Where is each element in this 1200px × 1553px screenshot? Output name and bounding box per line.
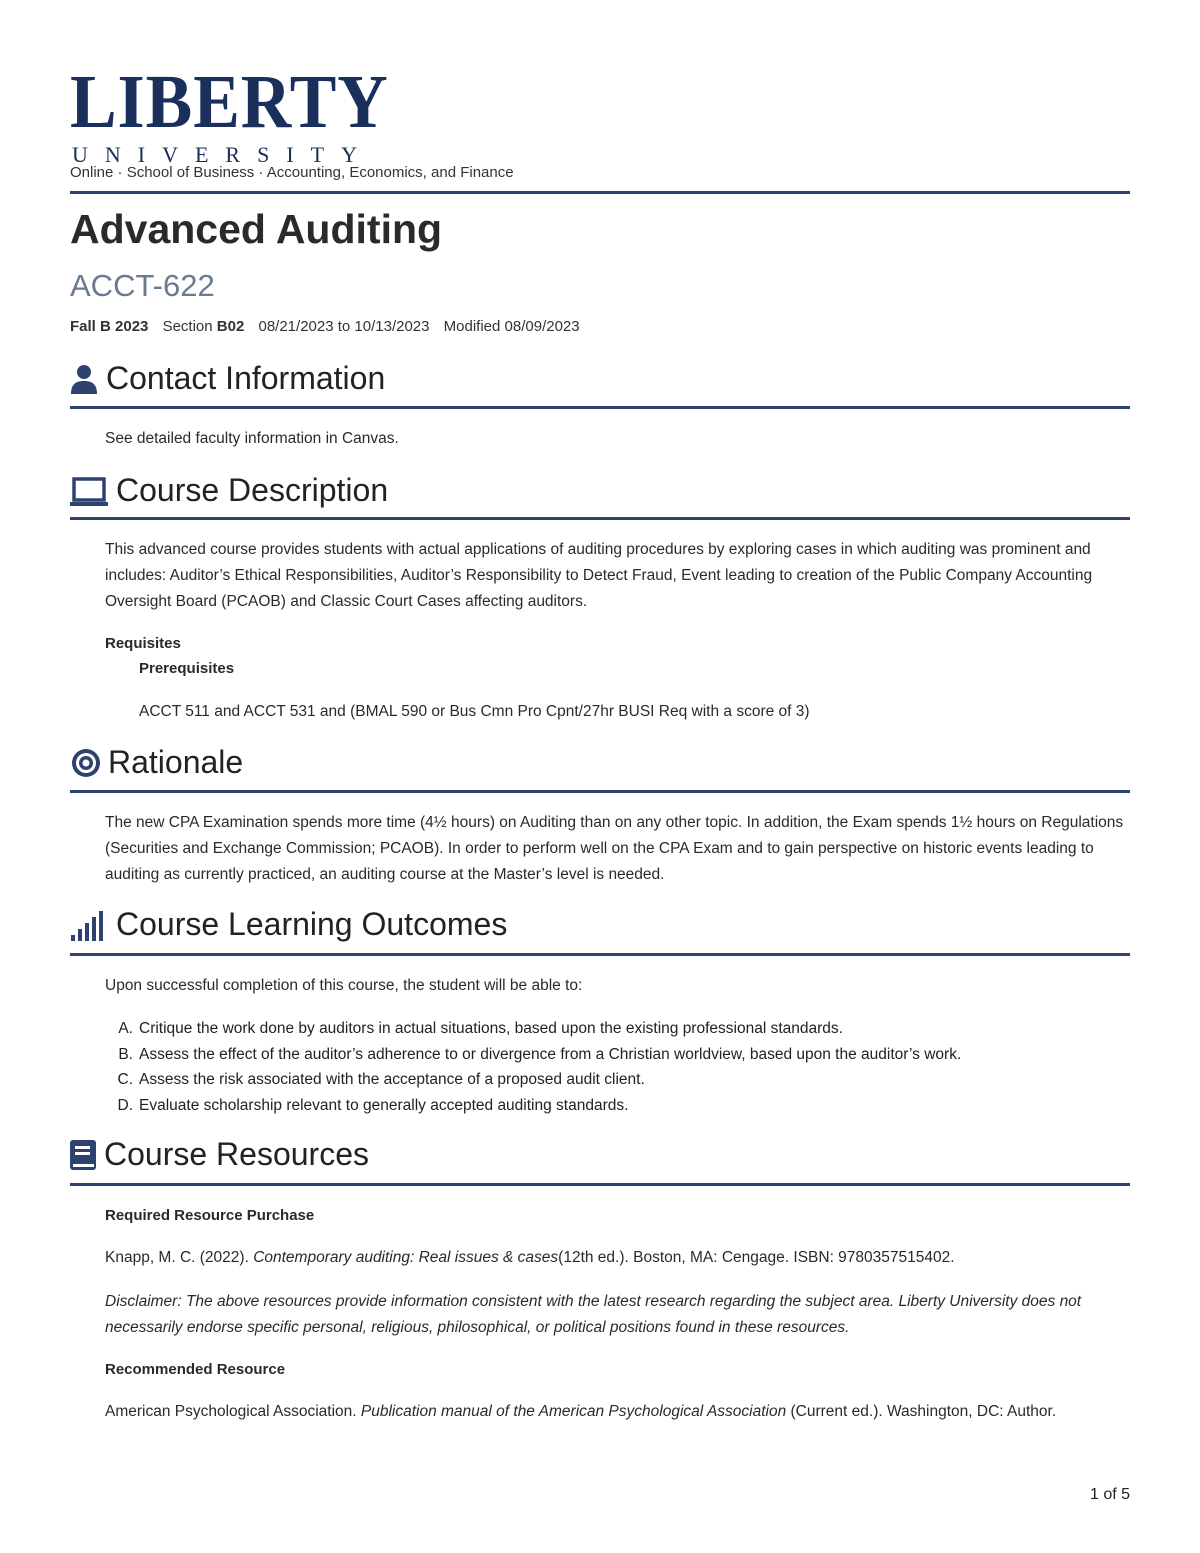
required-resource-label: Required Resource Purchase [105, 1207, 315, 1224]
resources-section-heading [70, 1136, 369, 1173]
section-value: B02 [216, 318, 245, 335]
list-item [105, 1042, 961, 1068]
page-number: 1 of 5 [1089, 1486, 1130, 1503]
course-code: ACCT-622 [70, 268, 215, 303]
citation-details: (Current ed.). Washington, DC: Author. [786, 1403, 1057, 1420]
outcomes-list [105, 1016, 961, 1118]
course-meta [70, 318, 590, 335]
list-marker: A. [118, 1020, 133, 1037]
citation-details: (12th ed.). Boston, MA: Cengage. ISBN: 9780357515402. [558, 1249, 955, 1266]
requisites-label: Requisites [105, 635, 181, 652]
outcomes-divider [70, 953, 1130, 956]
recommended-resource-label: Recommended Resource [105, 1361, 286, 1378]
description-text: This advanced course provides students with actual applications of auditing procedures by exploring cases in which auditing was prominent and includes: Auditor’s Ethical Responsibilities, Auditor’s Responsibility to Detect Fraud, Event leading to creation of the Public Company Accounting Oversight Board (PCAOB) and Classic Court Cases affecting auditors. [105, 541, 1093, 610]
logo-wordmark: LIBERTY [70, 60, 389, 144]
book-icon [70, 1139, 98, 1171]
list-item-text: Assess the risk associated with the acceptance of a proposed audit client. [139, 1071, 645, 1088]
description-section-heading [70, 472, 388, 509]
outcomes-heading: Course Learning Outcomes [116, 906, 508, 942]
target-icon [70, 747, 102, 779]
university-logo [70, 60, 416, 168]
resources-divider [70, 1183, 1130, 1186]
list-marker: C. [117, 1071, 133, 1088]
breadcrumb: Online · School of Business · Accounting, Economics, and Finance [70, 164, 514, 181]
list-item [105, 1093, 961, 1119]
contact-heading: Contact Information [106, 360, 386, 396]
list-item-text: Evaluate scholarship relevant to generally accepted auditing standards. [139, 1096, 629, 1114]
list-marker: B. [118, 1045, 133, 1063]
prerequisites-label: Prerequisites [139, 660, 235, 677]
rationale-divider [70, 790, 1130, 793]
citation-title: Contemporary auditing: Real issues & cases [253, 1249, 559, 1266]
term: Fall B 2023 [70, 318, 149, 335]
contact-text: See detailed faculty information in Canvas. [105, 430, 399, 447]
contact-section-heading [70, 360, 385, 397]
page-title: Advanced Auditing [70, 206, 443, 252]
rationale-section-heading [70, 744, 243, 781]
citation-title: Publication manual of the American Psychological Association [360, 1403, 787, 1420]
rationale-heading: Rationale [108, 744, 244, 780]
section-label: Section [162, 318, 213, 335]
prerequisites-text: ACCT 511 and ACCT 531 and (BMAL 590 or Bus Cmn Pro Cpnt/27hr BUSI Req with a score of 3) [139, 703, 810, 720]
citation-author: Knapp, M. C. (2022). [105, 1249, 254, 1266]
required-resource-citation [105, 1245, 1125, 1271]
laptop-icon [70, 475, 110, 507]
logo-subtitle: UNIVERSITY [72, 142, 374, 167]
person-icon [70, 363, 100, 395]
citation-author: American Psychological Association. [105, 1403, 361, 1420]
list-marker: D. [117, 1096, 133, 1114]
resources-heading: Course Resources [104, 1136, 369, 1172]
list-item-text: Critique the work done by auditors in actual situations, based upon the existing professional standards. [139, 1020, 843, 1037]
bar-chart-icon [70, 909, 110, 941]
rationale-text: The new CPA Examination spends more time (4½ hours) on Auditing than on any other topic. In addition, the Exam spends 1½ hours on Regulations (Securities and Exchange Commission; PCAOB). In order to perform well on the CPA Exam and to gain perspective on historic events leading to auditing as currently practiced, an auditing course at the Master’s level is needed. [105, 814, 1124, 883]
list-item [105, 1067, 961, 1093]
outcomes-intro: Upon successful completion of this course, the student will be able to: [105, 977, 583, 994]
modified-label: Modified [443, 318, 501, 335]
modified-date: 08/09/2023 [504, 318, 580, 335]
header-divider [70, 191, 1130, 194]
recommended-resource-citation [105, 1399, 1125, 1425]
course-dates: 08/21/2023 to 10/13/2023 [258, 318, 430, 335]
disclaimer-text: Disclaimer: The above resources provide information consistent with the latest research regarding the subject area. Liberty University does not necessarily endorse specific personal, religious, philosophical, or political positions found in these resources. [105, 1293, 1082, 1336]
list-item-text: Assess the effect of the auditor’s adherence to or divergence from a Christian worldview, based upon the auditor’s work. [139, 1045, 962, 1063]
outcomes-section-heading [70, 906, 507, 943]
list-item [105, 1016, 961, 1042]
description-heading: Course Description [116, 472, 389, 508]
contact-divider [70, 406, 1130, 409]
description-divider [70, 517, 1130, 520]
